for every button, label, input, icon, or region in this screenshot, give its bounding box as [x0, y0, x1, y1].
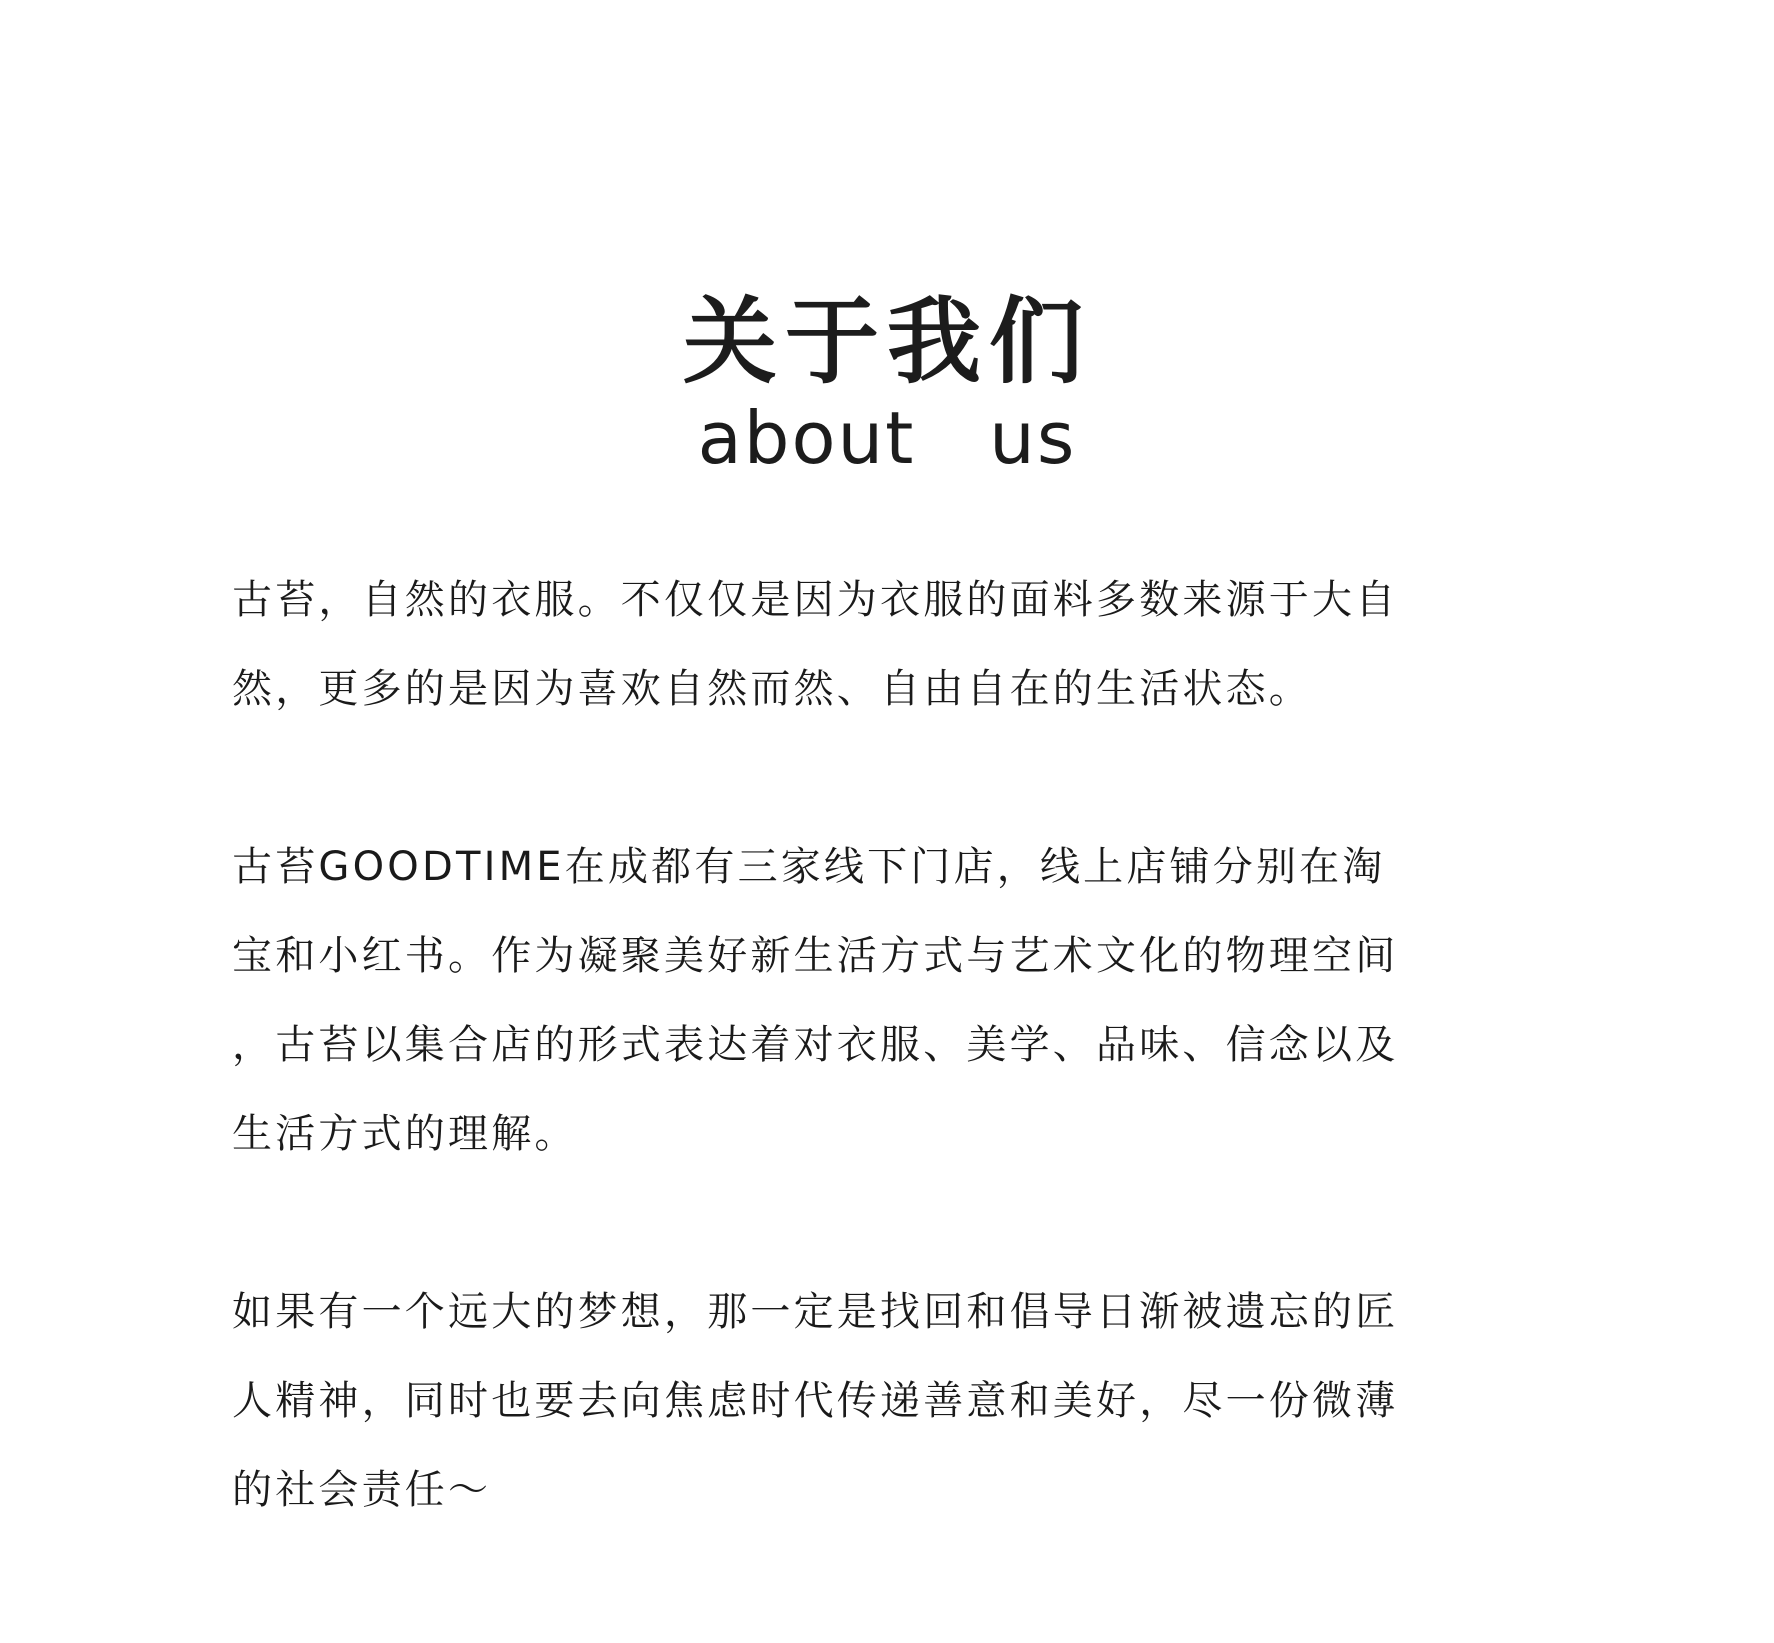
intro-paragraph [232, 556, 1552, 734]
mission-paragraph [232, 1268, 1552, 1535]
page-header [0, 288, 1774, 478]
page-title: 关于我们 [682, 288, 1091, 397]
paragraph-line: 生活方式的理解。 [232, 1111, 578, 1157]
paragraph-line: 的社会责任～ [232, 1467, 492, 1513]
page-subtitle: about us [697, 396, 1077, 480]
paragraph-line: ，古苔以集合店的形式表达着对衣服、美学、品味、信念以及 [232, 1022, 1399, 1068]
paragraph-line: 古苔GOODTIME在成都有三家线下门店，线上店铺分别在淘 [232, 844, 1386, 890]
paragraph-line: 宝和小红书。作为凝聚美好新生活方式与艺术文化的物理空间 [232, 933, 1399, 979]
about-content [232, 556, 1552, 1535]
paragraph-line: 然，更多的是因为喜欢自然而然、自由自在的生活状态。 [232, 666, 1312, 712]
paragraph-line: 古苔，自然的衣服。不仅仅是因为衣服的面料多数来源于大自 [232, 577, 1399, 623]
stores-paragraph [232, 823, 1552, 1179]
paragraph-line: 人精神，同时也要去向焦虑时代传递善意和美好，尽一份微薄 [232, 1378, 1399, 1424]
paragraph-line: 如果有一个远大的梦想，那一定是找回和倡导日渐被遗忘的匠 [232, 1289, 1399, 1335]
